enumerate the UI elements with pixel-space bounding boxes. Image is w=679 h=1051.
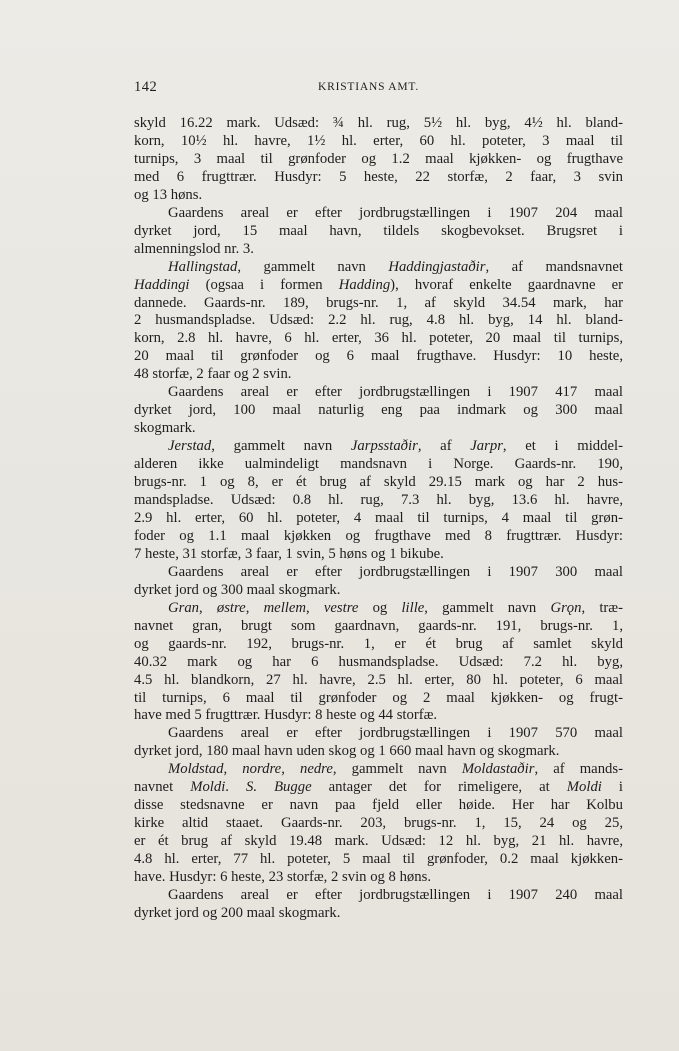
text-line: dyrket jord, 15 maal havn, tildels skogbevokset. Brugsret i <box>134 222 623 239</box>
text-line: navnet Moldi. S. Bugge antager det for rimeligere, at Moldi i <box>134 779 623 796</box>
text-line: Gaardens areal er efter jordbrugstællingen i 1907 417 maal <box>168 384 623 401</box>
text-line: til turnips, 6 maal til grønfoder og 2 maal kjøkken- og frugt- <box>134 689 623 706</box>
text-line: dannede. Gaards-nr. 189, brugs-nr. 1, af skyld 34.54 mark, har <box>134 294 623 311</box>
text-line: kirke altid staaet. Gaards-nr. 203, brugs-nr. 1, 15, 24 og 25, <box>134 815 623 832</box>
text-line: turnips, 3 maal til grønfoder og 1.2 maal kjøkken- og frugthave <box>134 150 623 167</box>
text-line: dyrket jord og 300 maal skogmark. <box>134 581 341 598</box>
text-line: er ét brug af skyld 19.48 mark. Udsæd: 12 hl. byg, 21 hl. havre, <box>134 833 623 850</box>
text-line: Haddingi (ogsaa i formen Hadding), hvoraf enkelte gaardnavne er <box>134 276 623 293</box>
text-line: brugs-nr. 1 og 8, er ét brug af skyld 29.15 mark og har 2 hus- <box>134 474 623 491</box>
body-text <box>134 115 623 923</box>
text-line: dyrket jord, 180 maal havn uden skog og 1 660 maal havn og skogmark. <box>134 743 560 760</box>
text-line: 20 maal til grønfoder og 6 maal frugthave. Husdyr: 10 heste, <box>134 348 623 365</box>
text-line: korn, 10½ hl. havre, 1½ hl. erter, 60 hl. poteter, 3 maal til <box>134 132 623 149</box>
text-line: med 6 frugttrær. Husdyr: 5 heste, 22 storfæ, 2 faar, 3 svin <box>134 168 623 185</box>
text-line: almenningslod nr. 3. <box>134 240 254 257</box>
text-line: Gaardens areal er efter jordbrugstællingen i 1907 570 maal <box>168 725 623 742</box>
text-line: 7 heste, 31 storfæ, 3 faar, 1 svin, 5 høns og 1 bikube. <box>134 545 444 562</box>
text-line: skyld 16.22 mark. Udsæd: ¾ hl. rug, 5½ hl. byg, 4½ hl. bland- <box>134 115 623 131</box>
text-line: 4.8 hl. erter, 77 hl. poteter, 5 maal til grønfoder, 0.2 maal kjøkken- <box>134 851 623 868</box>
text-line: korn, 2.8 hl. havre, 6 hl. erter, 36 hl. poteter, 20 maal til turnips, <box>134 330 623 347</box>
text-line: Gran, østre, mellem, vestre og lille, gammelt navn Grǫn, træ- <box>168 599 623 616</box>
text-line: mandspladse. Udsæd: 0.8 hl. rug, 7.3 hl. byg, 13.6 hl. havre, <box>134 492 623 509</box>
text-line: 48 storfæ, 2 faar og 2 svin. <box>134 366 292 383</box>
text-line: disse stedsnavne er navn paa fjeld eller høide. Her har Kolbu <box>134 797 623 814</box>
text-line: dyrket jord og 200 maal skogmark. <box>134 904 341 921</box>
text-line: 2.9 hl. erter, 60 hl. poteter, 4 maal til turnips, 4 maal til grøn- <box>134 509 623 526</box>
text-line: have med 5 frugttrær. Husdyr: 8 heste og 44 storfæ. <box>134 707 438 724</box>
text-line: navnet gran, brugt som gaardnavn, gaards-nr. 191, brugs-nr. 1, <box>134 617 623 634</box>
text-line: 2 husmandspladse. Udsæd: 2.2 hl. rug, 4.8 hl. byg, 14 hl. bland- <box>134 312 623 329</box>
running-head: KRISTIANS AMT. <box>318 81 420 93</box>
text-line: have. Husdyr: 6 heste, 23 storfæ, 2 svin og 8 høns. <box>134 869 431 886</box>
text-line: Moldstad, nordre, nedre, gammelt navn Moldastaðir, af mands- <box>168 761 623 778</box>
text-line: og gaards-nr. 192, brugs-nr. 1, er ét brug af samlet skyld <box>134 635 623 652</box>
text-line: alderen ikke ualmindeligt mandsnavn i Norge. Gaards-nr. 190, <box>134 456 623 473</box>
text-line: dyrket jord, 100 maal naturlig eng paa indmark og 300 maal <box>134 402 623 419</box>
text-line: foder og 1.1 maal kjøkken og frugthave med 8 frugttrær. Husdyr: <box>134 527 623 544</box>
text-line: 4.5 hl. blandkorn, 27 hl. havre, 2.5 hl. erter, 80 hl. poteter, 6 maal <box>134 671 623 688</box>
text-line: Hallingstad, gammelt navn Haddingjastaðir, af mandsnavnet <box>168 258 623 275</box>
text-line: skogmark. <box>134 420 196 437</box>
text-line: Gaardens areal er efter jordbrugstællingen i 1907 204 maal <box>168 204 623 221</box>
text-line: 40.32 mark og har 6 husmandspladse. Udsæd: 7.2 hl. byg, <box>134 653 623 670</box>
text-line: og 13 høns. <box>134 186 203 203</box>
page-number: 142 <box>134 79 158 95</box>
text-line: Gaardens areal er efter jordbrugstællingen i 1907 240 maal <box>168 886 623 903</box>
text-line: Gaardens areal er efter jordbrugstællingen i 1907 300 maal <box>168 563 623 580</box>
text-line: Jerstad, gammelt navn Jarpsstaðir, af Jarpr, et i middel- <box>168 438 623 455</box>
